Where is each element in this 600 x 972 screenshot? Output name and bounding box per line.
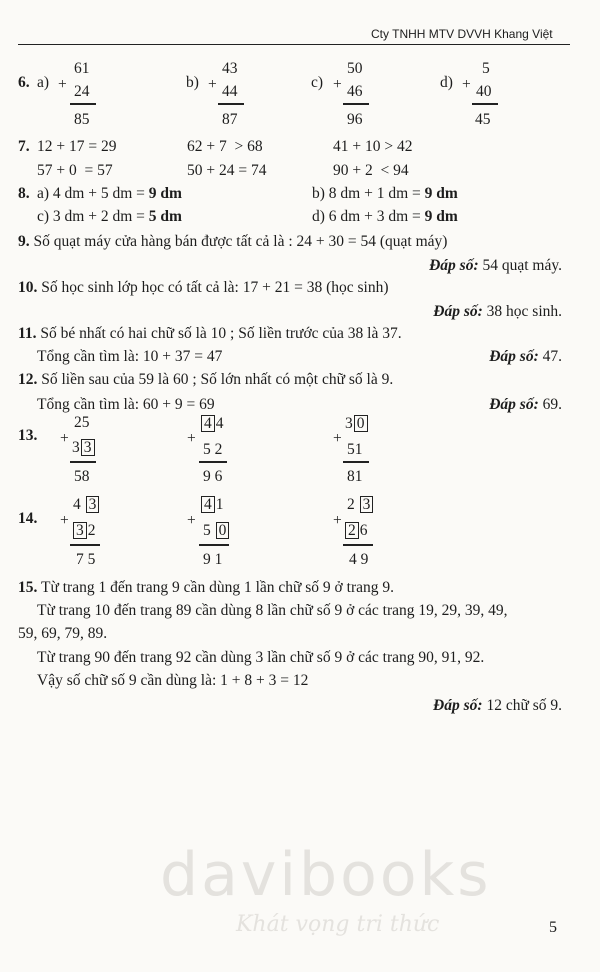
q6c-plus: + xyxy=(333,76,342,93)
q14-number: 14. xyxy=(18,510,38,527)
q6d-plus: + xyxy=(462,76,471,93)
q13p3-bottom: 51 xyxy=(347,441,363,458)
q13p1-result: 58 xyxy=(74,468,90,485)
q7-r1c1: 12 + 17 = 29 xyxy=(37,138,117,155)
q6c-label: c) xyxy=(311,74,324,91)
publisher-header: Cty TNHH MTV DVVH Khang Việt xyxy=(371,27,553,41)
q8d: d) 6 dm + 3 dm = 9 dm xyxy=(312,208,458,225)
q14p1-top: 4 3 xyxy=(73,496,100,514)
q13p3-plus: + xyxy=(333,430,342,447)
q8c: c) 3 dm + 2 dm = 5 dm xyxy=(37,208,182,225)
q12-text: 12. Số liền sau của 59 là 60 ; Số lớn nhất có một chữ số là 9. xyxy=(18,371,394,388)
q6d-label: d) xyxy=(440,74,453,91)
q12-answer: Đáp số: 69. xyxy=(489,396,562,413)
q6c-result: 96 xyxy=(347,111,363,128)
q6d-top: 5 xyxy=(482,60,490,77)
q14p2-bottom: 5 0 xyxy=(203,522,230,540)
q6b-line xyxy=(218,103,244,105)
q6c-top: 50 xyxy=(347,60,363,77)
q7-r2c1: 57 + 0 = 57 xyxy=(37,162,113,179)
q14p2-top: 4 1 xyxy=(200,496,224,514)
q13p3-line xyxy=(343,461,369,463)
slogan-watermark: Khát vọng tri thức xyxy=(236,912,440,937)
q13p2-top: 4 4 xyxy=(200,415,224,433)
davibooks-watermark: davibooks xyxy=(160,840,492,910)
q13p2-plus: + xyxy=(187,430,196,447)
q8-number: 8. xyxy=(18,185,30,202)
q13p1-line xyxy=(70,461,96,463)
q14p2-line xyxy=(199,544,229,546)
q7-number: 7. xyxy=(18,138,30,155)
q6a-result: 85 xyxy=(74,111,90,128)
q13p1-bottom: 3 3 xyxy=(72,439,96,457)
q14p3-bottom: 2 6 xyxy=(344,522,368,540)
q14p1-bottom: 3 2 xyxy=(72,522,96,540)
q7-r2c2: 50 + 24 = 74 xyxy=(187,162,267,179)
q13p2-line xyxy=(199,461,227,463)
q6a-plus: + xyxy=(58,76,67,93)
q6a-line xyxy=(70,103,96,105)
q12-sum: Tổng cần tìm là: 60 + 9 = 69 xyxy=(37,396,215,413)
header-rule xyxy=(18,44,570,45)
q11-answer: Đáp số: 47. xyxy=(489,348,562,365)
q14p2-plus: + xyxy=(187,512,196,529)
q6d-line xyxy=(472,103,498,105)
q6c-bottom: 46 xyxy=(347,83,363,100)
q7-r2c3: 90 + 2 < 94 xyxy=(333,162,409,179)
q15-line3: 59, 69, 79, 89. xyxy=(18,625,108,642)
q13p1-top: 25 xyxy=(74,414,90,431)
q6b-plus: + xyxy=(208,76,217,93)
q13p2-bottom: 5 2 xyxy=(203,441,223,458)
q14p3-plus: + xyxy=(333,512,342,529)
page-number: 5 xyxy=(549,919,557,936)
q14p3-result: 4 9 xyxy=(349,551,369,568)
q6b-top: 43 xyxy=(222,60,238,77)
q14p1-result: 7 5 xyxy=(76,551,96,568)
q15-line4: Từ trang 90 đến trang 92 cần dùng 3 lần chữ số 9 ở các trang 90, 91, 92. xyxy=(37,649,485,666)
q7-r1c3: 41 + 10 > 42 xyxy=(333,138,413,155)
q14p2-result: 9 1 xyxy=(203,551,223,568)
q6d-bottom: 40 xyxy=(476,83,492,100)
q14p3-top: 2 3 xyxy=(347,496,374,514)
q15-line1: 15. Từ trang 1 đến trang 9 cần dùng 1 lần chữ số 9 ở trang 9. xyxy=(18,579,394,596)
q15-line2: Từ trang 10 đến trang 89 cần dùng 8 lần chữ số 9 ở các trang 19, 29, 39, 49, xyxy=(37,602,508,619)
q13p1-plus: + xyxy=(60,430,69,447)
q9-text: 9. Số quạt máy cửa hàng bán được tất cả là : 24 + 30 = 54 (quạt máy) xyxy=(18,233,448,250)
q8a: a) 4 dm + 5 dm = 9 dm xyxy=(37,185,182,202)
q13p3-top: 3 0 xyxy=(345,415,369,433)
q13p2-result: 9 6 xyxy=(203,468,223,485)
q6b-bottom: 44 xyxy=(222,83,238,100)
q8b: b) 8 dm + 1 dm = 9 dm xyxy=(312,185,458,202)
q14p1-line xyxy=(70,544,100,546)
q6b-result: 87 xyxy=(222,111,238,128)
q11-sum: Tổng cần tìm là: 10 + 37 = 47 xyxy=(37,348,223,365)
q6a-label: a) xyxy=(37,74,50,91)
q6d-result: 45 xyxy=(475,111,491,128)
q11-text: 11. Số bé nhất có hai chữ số là 10 ; Số liền trước của 38 là 37. xyxy=(18,325,402,342)
q13p3-result: 81 xyxy=(347,468,363,485)
q6a-top: 61 xyxy=(74,60,90,77)
q14p1-plus: + xyxy=(60,512,69,529)
q10-answer: Đáp số: 38 học sinh. xyxy=(433,303,562,320)
q7-r1c2: 62 + 7 > 68 xyxy=(187,138,263,155)
q6c-line xyxy=(343,103,369,105)
q15-line5: Vậy số chữ số 9 cần dùng là: 1 + 8 + 3 = 12 xyxy=(37,672,309,689)
q9-answer: Đáp số: 54 quạt máy. xyxy=(429,257,562,274)
q15-answer: Đáp số: 12 chữ số 9. xyxy=(433,697,562,714)
q13-number: 13. xyxy=(18,427,38,444)
q6b-label: b) xyxy=(186,74,199,91)
q14p3-line xyxy=(343,544,373,546)
q6-number: 6. xyxy=(18,74,30,91)
q6a-bottom: 24 xyxy=(74,83,90,100)
q10-text: 10. Số học sinh lớp học có tất cả là: 17 + 21 = 38 (học sinh) xyxy=(18,279,389,296)
